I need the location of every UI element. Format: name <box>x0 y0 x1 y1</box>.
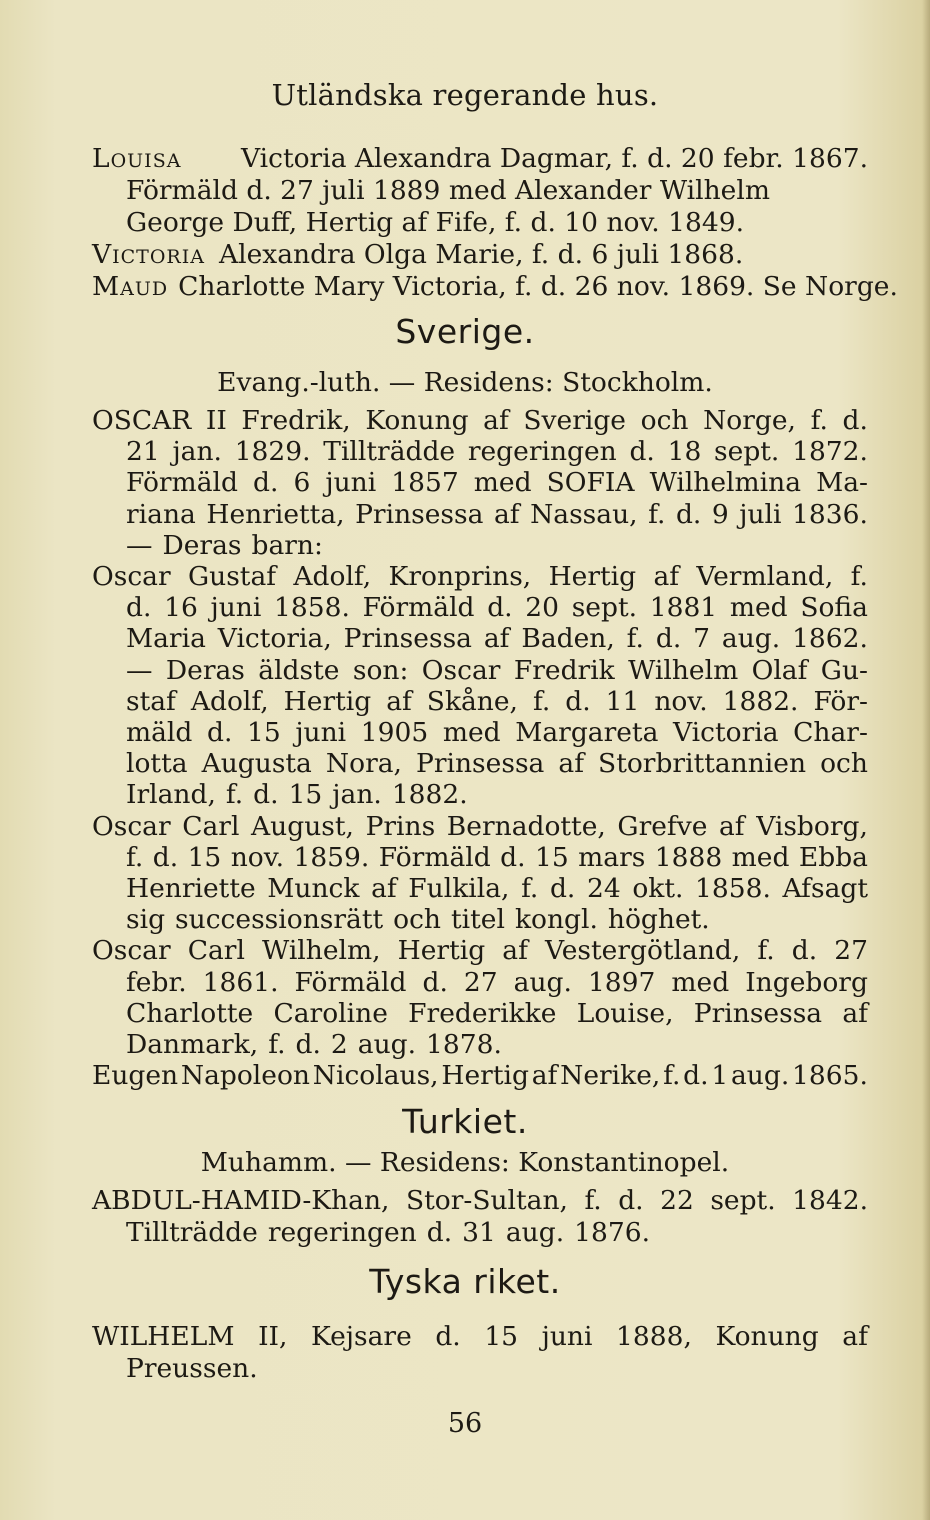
text-line: Tillträdde regeringen d. 31 aug. 1876. <box>126 1217 651 1248</box>
text-line: Oscar Carl Wilhelm, Hertig af Vestergötland, f. d. 27 <box>92 935 868 967</box>
text-line <box>126 174 868 208</box>
page-number: 56 <box>447 1408 483 1439</box>
text-line <box>92 238 868 272</box>
text-line: Förmäld d. 6 juni 1857 med SOFIA Wilhelmina Ma- <box>126 467 868 499</box>
text-line: Henriette Munck af Fulkila, f. d. 24 okt. 1858. Afsagt <box>126 873 868 904</box>
line-text: George Duff, Hertig af Fife, f. d. 10 nov. 1849. <box>126 207 745 238</box>
section-title-tyska: Tyska riket. <box>369 1262 561 1301</box>
text-line: Eugen Napoleon Nicolaus, Hertig af Nerike, f. d. 1 aug. 1865. <box>92 1060 868 1092</box>
line-text: Charlotte Mary Victoria, f. d. 26 nov. 1869. Se Norge. <box>178 271 898 302</box>
text-line: OSCAR II Fredrik, Konung af Sverige och Norge, f. d. <box>92 405 868 436</box>
name-small-caps: Victoria <box>92 239 205 270</box>
text-line: mäld d. 15 juni 1905 med Margareta Victoria Char- <box>126 717 868 748</box>
text-line <box>92 270 898 304</box>
name-small-caps: Maud <box>92 271 169 302</box>
text-line: sig successionsrätt och titel kongl. höghet. <box>126 904 710 936</box>
line-text: Förmäld d. 27 juli 1889 med Alexander Wilhelm <box>126 175 770 206</box>
text-line: ABDUL-HAMID-Khan, Stor-Sultan, f. d. 22 sept. 1842. <box>92 1185 868 1216</box>
name-small-caps: Louisa <box>92 143 182 174</box>
running-header: Utländska regerande hus. <box>271 78 659 112</box>
text-line: Oscar Carl August, Prins Bernadotte, Grefve af Visborg, <box>92 810 868 842</box>
text-line <box>126 206 868 240</box>
text-line: Maria Victoria, Prinsessa af Baden, f. d. 7 aug. 1862. <box>126 623 868 655</box>
text-line: Irland, f. d. 15 jan. 1882. <box>126 779 468 811</box>
text-line: — Deras barn: <box>126 529 323 561</box>
line-text: Alexandra Olga Marie, f. d. 6 juli 1868. <box>218 239 744 270</box>
section-subtitle-sverige: Evang.-luth. — Residens: Stockholm. <box>217 367 713 398</box>
text-line <box>92 142 868 176</box>
text-line: WILHELM II, Kejsare d. 15 juni 1888, Konung af <box>92 1321 868 1352</box>
line-text: Victoria Alexandra Dagmar, f. d. 20 febr. 1867. <box>240 143 868 174</box>
text-line: staf Adolf, Hertig af Skåne, f. d. 11 nov. 1882. För- <box>126 685 868 717</box>
text-line: febr. 1861. Förmäld d. 27 aug. 1897 med Ingeborg <box>126 966 868 998</box>
text-line: Danmark, f. d. 2 aug. 1878. <box>126 1029 502 1060</box>
text-line: Preussen. <box>126 1353 258 1384</box>
text-line: f. d. 15 nov. 1859. Förmäld d. 15 mars 1888 med Ebba <box>126 841 868 873</box>
text-line: riana Henrietta, Prinsessa af Nassau, f. d. 9 juli 1836. <box>126 498 868 530</box>
section-title-turkiet: Turkiet. <box>402 1102 528 1141</box>
text-line: — Deras äldste son: Oscar Fredrik Wilhelm Olaf Gu- <box>126 654 868 686</box>
text-line: Charlotte Caroline Frederikke Louise, Prinsessa af <box>126 997 868 1029</box>
text-line: d. 16 juni 1858. Förmäld d. 20 sept. 1881 med Sofia <box>126 592 868 624</box>
section-title-sverige: Sverige. <box>395 312 535 351</box>
section-subtitle-turkiet: Muhamm. — Residens: Konstantinopel. <box>200 1147 730 1178</box>
text-line: Oscar Gustaf Adolf, Kronprins, Hertig af Vermland, f. <box>92 561 868 592</box>
text-line: lotta Augusta Nora, Prinsessa af Storbrittannien och <box>126 748 868 780</box>
text-line: 21 jan. 1829. Tillträdde regeringen d. 18 sept. 1872. <box>126 436 868 468</box>
